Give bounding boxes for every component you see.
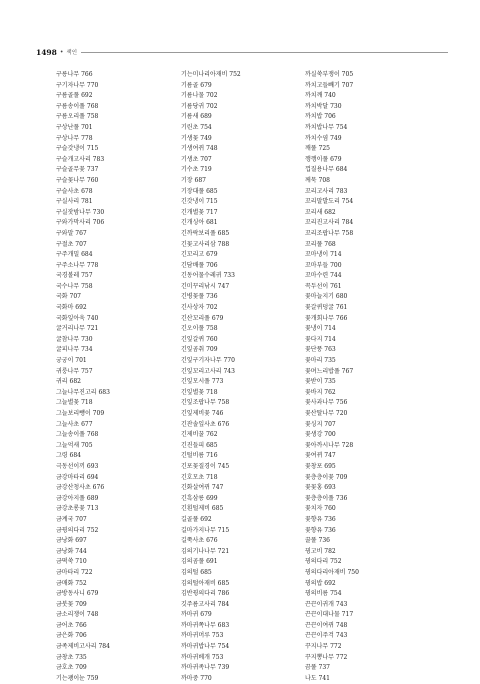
index-entry: 긴흑삼릉 699 xyxy=(181,494,218,502)
index-entry: 꿩의다리 752 xyxy=(305,558,342,566)
index-entry: 긴진들피 685 xyxy=(181,441,218,449)
index-entry: 긴개싱아 681 xyxy=(181,219,218,227)
index-entry: 금떡쑥 710 xyxy=(56,558,87,566)
index-entry: 기는괭이눈 759 xyxy=(56,674,99,682)
index-entry: 기생꽃 749 xyxy=(181,134,212,142)
index-entry: 긴잔솔잎사초 676 xyxy=(181,420,230,428)
index-entry: 긴화살여뀌 747 xyxy=(181,484,224,492)
index-entry: 꽃싱지 707 xyxy=(305,420,336,428)
index-entry: 금꿩의다리 752 xyxy=(56,526,99,534)
index-entry: 긴포꽃질경이 745 xyxy=(181,462,230,470)
index-entry: 꼬리진고사리 784 xyxy=(305,219,354,227)
index-entry: 긴잎별꽃 718 xyxy=(181,388,218,396)
index-entry: 금강마타리 694 xyxy=(56,473,99,481)
index-entry: 국경볼레 757 xyxy=(56,272,93,280)
index-entry: 국수나무 758 xyxy=(56,282,93,290)
index-entry: 국화마 692 xyxy=(56,304,87,312)
index-entry: 꾸지나무 772 xyxy=(305,643,342,651)
index-entry: 까치박달 730 xyxy=(305,102,342,110)
index-entry: 금창초 735 xyxy=(56,653,87,661)
index-entry: 꽃단풍 763 xyxy=(305,346,336,354)
index-entry: 구상난풀 701 xyxy=(56,123,93,131)
index-entry: 깃주름고사리 784 xyxy=(181,600,230,608)
index-entry: 꽃마늘지기 680 xyxy=(305,293,348,301)
index-entry: 그늘억새 705 xyxy=(56,441,93,449)
index-entry: 께묵 708 xyxy=(305,176,330,184)
index-entry: 꽃마리 735 xyxy=(305,357,336,365)
index-entry: 굴피나무 734 xyxy=(56,346,93,354)
index-entry: 꼬마냉이 714 xyxy=(305,251,342,259)
index-entry: 구슬골무꽃 737 xyxy=(56,166,99,174)
index-entry: 길골풀 692 xyxy=(181,515,212,523)
index-entry: 금낭화 697 xyxy=(56,537,87,545)
index-entry: 긴담배풀 706 xyxy=(181,261,218,269)
index-entry: 긴꽃고사리삼 788 xyxy=(181,240,230,248)
index-entry: 꽃창포 695 xyxy=(305,462,336,470)
index-entry: 긴갓냉이 715 xyxy=(181,198,218,206)
index-entry: 꽃꽃홍 693 xyxy=(305,484,336,492)
index-entry: 긴잎제비꽃 746 xyxy=(181,410,224,417)
index-entry: 꼬마부들 700 xyxy=(305,261,342,269)
index-entry: 기생여뀌 748 xyxy=(181,145,218,153)
index-entry: 긴까락보리풀 685 xyxy=(181,229,230,237)
index-entry: 긴오이풀 758 xyxy=(181,325,218,333)
index-entry: 꽃며느리밥풀 767 xyxy=(305,367,354,375)
index-entry: 꼭두선이 761 xyxy=(305,282,342,290)
index-entry: 금매화 752 xyxy=(56,579,87,587)
index-entry: 구슬꽃나무 760 xyxy=(56,176,99,184)
index-entry: 금호초 709 xyxy=(56,664,87,672)
index-entry: 긴호모초 718 xyxy=(181,473,218,481)
index-entry: 긴잎모시풀 773 xyxy=(181,378,224,386)
index-entry: 꽃받이 735 xyxy=(305,378,336,386)
index-entry: 구슬개고사리 783 xyxy=(56,155,105,163)
index-entry: 긴털비름 716 xyxy=(181,452,218,460)
index-entry: 기생초 707 xyxy=(181,155,212,163)
index-entry: 구슬갓냉이 715 xyxy=(56,145,99,153)
index-entry: 구름오리풀 758 xyxy=(56,113,99,121)
index-entry: 금계국 707 xyxy=(56,515,87,523)
index-entry: 기는미나리아재비 752 xyxy=(181,71,241,78)
index-entry: 굴참나무 730 xyxy=(56,335,93,343)
page-header xyxy=(36,46,448,58)
index-entry: 꾸지뽕나무 772 xyxy=(305,653,348,661)
index-entry: 기장 687 xyxy=(181,176,206,184)
index-entry: 깽깽이풀 679 xyxy=(305,155,342,163)
header-rule xyxy=(81,52,448,53)
index-entry: 구실사리 781 xyxy=(56,198,93,206)
index-column-1 xyxy=(56,70,110,684)
index-entry: 기름나물 702 xyxy=(181,92,218,100)
index-entry: 꼬리고사리 783 xyxy=(305,187,348,195)
index-entry: 꼬리새 682 xyxy=(305,208,336,216)
index-entry: 까마귀베개 753 xyxy=(181,653,224,661)
index-entry: 금붓꽃 709 xyxy=(56,600,87,608)
index-entry: 깨풀 725 xyxy=(305,145,330,153)
index-entry: 꽃생강 700 xyxy=(305,431,336,439)
index-entry: 금낭화 744 xyxy=(56,547,87,555)
index-entry: 그늘사초 677 xyxy=(56,420,93,428)
index-entry: 까치고들빼기 707 xyxy=(305,81,354,89)
index-column-3 xyxy=(305,70,359,684)
index-entry: 끈끈이귀개 743 xyxy=(305,600,348,608)
index-entry: 꿩의밥 692 xyxy=(305,579,336,587)
index-entry: 기장대풀 685 xyxy=(181,187,218,195)
index-entry: 까치깨 740 xyxy=(305,92,336,100)
index-entry: 꿩의비름 754 xyxy=(305,590,342,598)
index-entry: 나도 741 xyxy=(305,674,330,682)
index-entry: 긴동어물수레귀 733 xyxy=(181,272,235,280)
index-entry: 꼬마수련 744 xyxy=(305,272,342,280)
index-entry: 긴잎조팝나무 758 xyxy=(181,399,230,407)
index-entry: 기름당귀 702 xyxy=(181,102,218,110)
index-entry: 국화 707 xyxy=(56,293,81,301)
index-entry: 그늘보리뺑이 709 xyxy=(56,410,105,417)
index-entry: 긴제비꿀 762 xyxy=(181,431,218,439)
index-entry: 그령 684 xyxy=(56,452,81,460)
index-entry: 금강산청사초 676 xyxy=(56,484,105,492)
index-entry: 까마귀 679 xyxy=(181,611,212,619)
index-entry: 긴잎꼬리고사리 743 xyxy=(181,367,235,375)
index-entry: 길쭉사초 676 xyxy=(181,537,218,545)
index-entry: 끈끈이대나물 717 xyxy=(305,611,354,619)
index-entry: 꿩고비 782 xyxy=(305,547,336,555)
index-entry: 긴미꾸리낚시 747 xyxy=(181,282,230,290)
page-number: 1498 xyxy=(36,47,57,57)
index-entry: 궁궁이 701 xyxy=(56,357,87,365)
index-entry: 금어초 766 xyxy=(56,621,87,629)
index-entry: 구릉나무 766 xyxy=(56,71,93,78)
index-entry: 꽃산딸나무 720 xyxy=(305,410,348,417)
index-entry: 기름골 679 xyxy=(181,81,212,89)
section-title: 색인 xyxy=(66,50,78,56)
index-entry: 긴꼬리고 679 xyxy=(181,251,218,259)
index-entry: 구와가막사리 706 xyxy=(56,219,105,227)
index-entry: 긴흰털제비 685 xyxy=(181,505,224,513)
index-entry: 긴사상자 702 xyxy=(181,304,218,312)
index-entry: 긴잎갈퀴 760 xyxy=(181,335,218,343)
index-entry: 끈끈이주걱 743 xyxy=(305,632,348,640)
index-entry: 긴병꽃풀 736 xyxy=(181,293,218,301)
index-entry: 까마귀밥나무 754 xyxy=(181,643,230,651)
index-entry: 껍질용나무 684 xyxy=(305,166,348,174)
index-entry: 꼬리말발도리 754 xyxy=(305,198,354,206)
index-entry: 김의털 685 xyxy=(181,568,212,576)
index-entry: 꽃층층이풀 736 xyxy=(305,494,348,502)
index-entry: 극동선이끼 693 xyxy=(56,462,99,470)
index-entry: 꼬리조팝나무 758 xyxy=(305,229,354,237)
index-entry: 까마중 770 xyxy=(181,674,212,682)
index-entry: 까실쑥부쟁이 705 xyxy=(305,71,354,78)
index-entry: 꽃다지 714 xyxy=(305,335,336,343)
index-entry: 긴잎구기자나무 770 xyxy=(181,357,235,365)
index-entry: 꽃갈퀴덩굴 761 xyxy=(305,304,348,312)
index-entry: 구절초 707 xyxy=(56,240,87,248)
index-entry: 까치밥 706 xyxy=(305,113,336,121)
index-entry: 귀리 682 xyxy=(56,378,81,386)
index-entry: 구와말 767 xyxy=(56,229,87,237)
index-entry: 국화잎아욱 740 xyxy=(56,314,99,322)
index-entry: 꽃여뀌 747 xyxy=(305,452,336,460)
index-entry: 꽃층층이꽃 709 xyxy=(305,473,348,481)
index-entry: 꽃치자 760 xyxy=(305,505,336,513)
index-entry: 꽃개회나무 766 xyxy=(305,314,348,322)
index-entry: 꽃바지 762 xyxy=(305,388,336,396)
index-entry: 길마가지나무 715 xyxy=(181,526,230,534)
index-entry: 기름새 689 xyxy=(181,113,212,121)
index-entry: 김의기나나무 721 xyxy=(181,547,230,555)
index-entry: 그늘나무진고리 683 xyxy=(56,388,110,396)
header-separator: • xyxy=(59,48,64,56)
index-entry: 금소리쟁이 748 xyxy=(56,611,99,619)
index-entry: 꼬리풀 768 xyxy=(305,240,336,248)
index-entry: 금은화 706 xyxy=(56,632,87,640)
index-entry: 구슬사초 678 xyxy=(56,187,93,195)
index-entry: 긴잎곰취 709 xyxy=(181,346,218,354)
index-entry: 꽃냉이 714 xyxy=(305,325,336,333)
index-entry: 꽃향유 736 xyxy=(305,515,336,523)
index-entry: 구기자나무 770 xyxy=(56,81,99,89)
index-entry: 구상나무 778 xyxy=(56,134,93,142)
index-entry: 김의곰풀 691 xyxy=(181,558,218,566)
index-entry: 꿩의다리아재비 750 xyxy=(305,568,359,576)
index-entry: 금마타리 722 xyxy=(56,568,93,576)
index-entry: 끔풀 737 xyxy=(305,664,330,672)
index-entry: 금강초롱꽃 713 xyxy=(56,505,99,513)
index-entry: 꽃사과나무 756 xyxy=(305,399,348,407)
index-entry: 까마귀머루 753 xyxy=(181,632,224,640)
index-entry: 구실잣밤나무 730 xyxy=(56,208,105,216)
index-entry: 기수초 719 xyxy=(181,166,212,174)
index-column-2 xyxy=(181,70,241,684)
index-entry: 그늘별꽃 718 xyxy=(56,399,93,407)
index-entry: 김의털아재비 685 xyxy=(181,579,230,587)
index-entry: 금강아지풀 689 xyxy=(56,494,99,502)
index-entry: 김반꿩의다리 786 xyxy=(181,590,230,598)
index-entry: 긴산꼬리풀 679 xyxy=(181,314,224,322)
index-entry: 끈끈이여뀌 748 xyxy=(305,621,348,629)
index-entry: 구주개밀 684 xyxy=(56,251,93,259)
index-entry: 금족제비고사리 784 xyxy=(56,643,110,651)
index-entry: 굴거리나무 721 xyxy=(56,325,99,333)
index-entry: 귀룽나무 757 xyxy=(56,367,93,375)
index-entry: 구름송이풀 768 xyxy=(56,102,99,110)
index-entry: 구름골풀 692 xyxy=(56,92,93,100)
index-entry: 까마귀족나무 739 xyxy=(181,664,230,672)
index-entry: 까치수염 749 xyxy=(305,134,342,142)
index-entry: 구주소나무 778 xyxy=(56,261,99,269)
index-entry: 꽃아까시나무 728 xyxy=(305,441,354,449)
index-entry: 금방동사니 679 xyxy=(56,590,99,598)
index-entry: 꿀풀 736 xyxy=(305,537,330,545)
index-entry: 기린초 754 xyxy=(181,123,212,131)
index-entry: 까치밥나무 754 xyxy=(305,123,348,131)
index-entry: 꽃향유 736 xyxy=(305,526,336,534)
index-entry: 그늘송이풀 768 xyxy=(56,431,99,439)
index-entry: 긴개별꽃 717 xyxy=(181,208,218,216)
index-entry: 까마귀쪽나무 683 xyxy=(181,621,230,629)
